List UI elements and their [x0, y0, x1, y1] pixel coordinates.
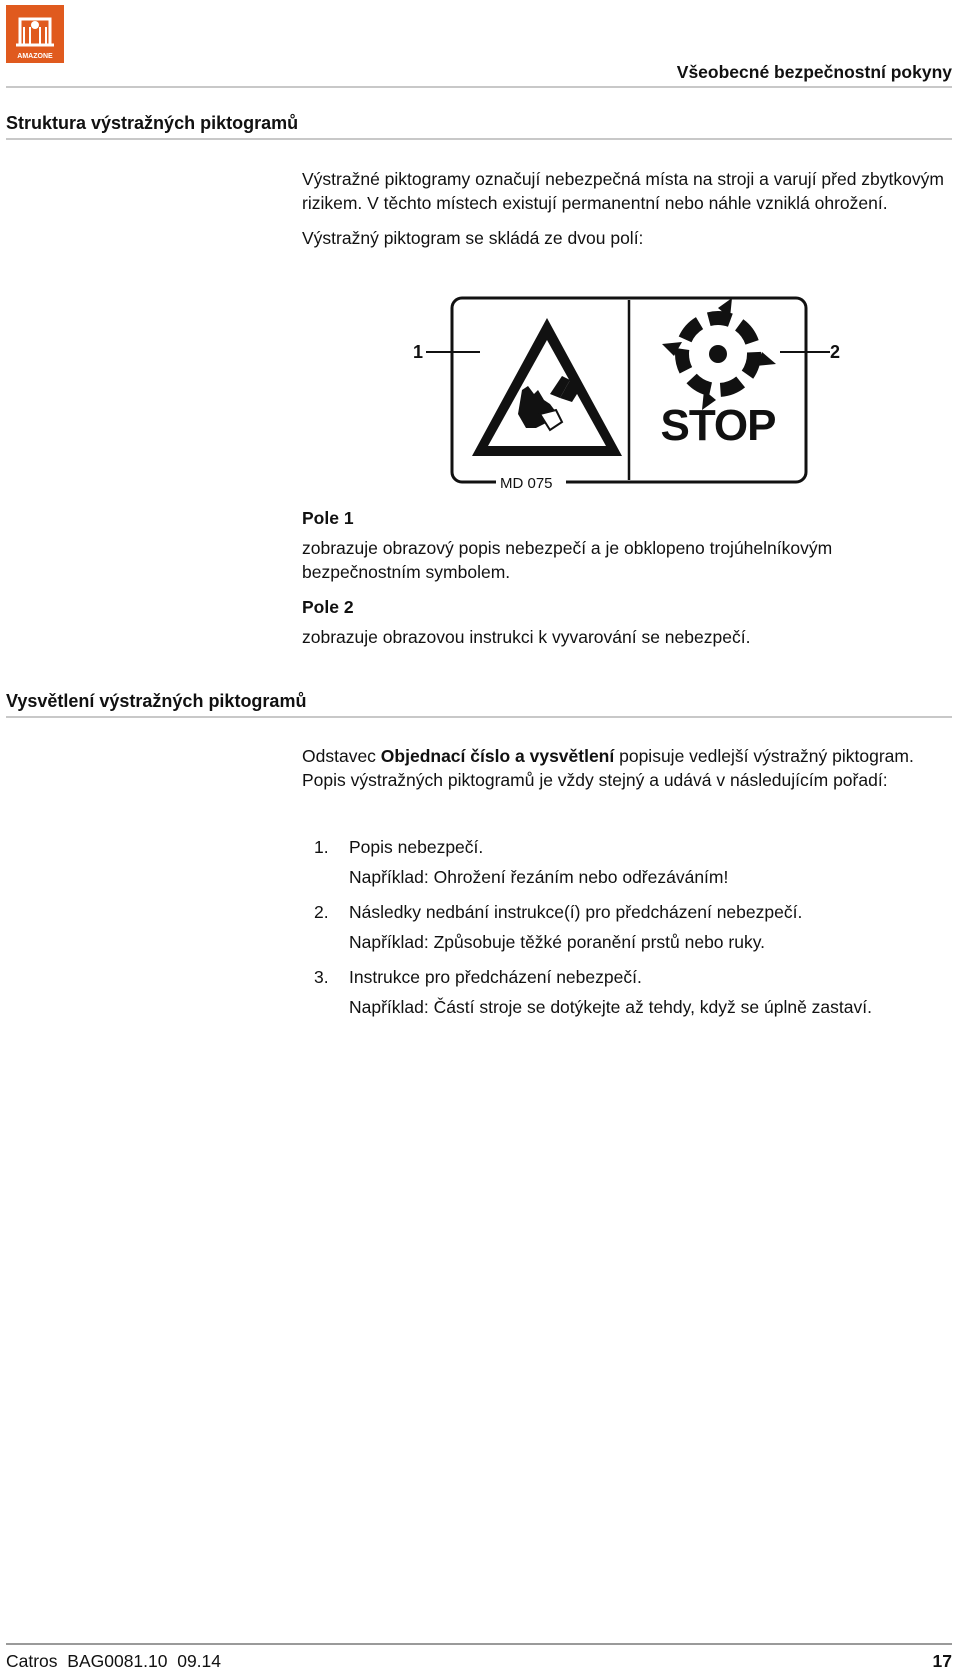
intro-prefix: Odstavec — [302, 746, 381, 766]
footer-divider — [6, 1643, 952, 1645]
list-number: 3. — [314, 967, 329, 987]
list-example: Například: Způsobuje těžké poranění prstů nebo ruky. — [349, 932, 766, 952]
header-title: Všeobecné bezpečnostní pokyny — [676, 62, 952, 82]
header-divider — [6, 86, 952, 88]
section-title-structure: Struktura výstražných piktogramů — [6, 113, 299, 133]
amazone-logo — [6, 5, 64, 63]
list-example: Například: Ohrožení řezáním nebo odřezáváním! — [349, 867, 729, 887]
callout-1: 1 — [413, 342, 424, 362]
list-number: 1. — [314, 837, 329, 857]
pictogram-code: MD 075 — [500, 475, 553, 492]
intro-bold: Objednací číslo a vysvětlení — [380, 746, 615, 766]
field-descriptions — [302, 506, 952, 649]
field1-label: Pole 1 — [302, 508, 354, 528]
section1-paragraph — [302, 167, 952, 250]
intro-suffix: popisuje vedlejší výstražný piktogram. Popis výstražných piktogramů je vždy stejný a udává v následujícím pořadí: — [302, 746, 914, 790]
list-example: Například: Částí stroje se dotýkejte až tehdy, když se úplně zastaví. — [349, 997, 872, 1017]
list-text: Následky nedbání instrukce(í) pro předcházení nebezpečí. — [349, 902, 803, 922]
callout-2: 2 — [830, 342, 840, 362]
section-divider — [6, 716, 952, 718]
field2-label: Pole 2 — [302, 597, 354, 617]
footer-document-id: Catros BAG0081.10 09.14 — [6, 1651, 221, 1671]
explanation-list — [302, 835, 952, 1019]
field2-text: zobrazuje obrazovou instrukci k vyvarování se nebezpečí. — [302, 627, 751, 647]
section-divider — [6, 138, 952, 140]
warning-pictogram-figure — [400, 294, 840, 494]
stop-text: STOP — [660, 401, 776, 450]
intro-paragraph — [302, 744, 952, 792]
page-number: 17 — [932, 1651, 952, 1671]
list-text: Popis nebezpečí. — [349, 837, 484, 857]
list-item — [302, 965, 909, 1019]
paragraph-1: Výstražné piktogramy označují nebezpečná místa na stroji a varují před zbytkovým rizikem. V těchto místech existují permanentní nebo náhle vzniklá ohrožení. — [302, 169, 944, 213]
section2-intro — [302, 744, 952, 792]
section-title-explanation: Vysvětlení výstražných piktogramů — [6, 691, 307, 711]
list-item — [302, 835, 952, 889]
field1-text: zobrazuje obrazový popis nebezpečí a je obklopeno trojúhelníkovým bezpečnostním symbolem. — [302, 538, 833, 582]
list-text: Instrukce pro předcházení nebezpečí. — [349, 967, 642, 987]
paragraph-2: Výstražný piktogram se skládá ze dvou polí: — [302, 228, 644, 248]
list-number: 2. — [314, 902, 329, 922]
list-item — [302, 900, 952, 954]
logo-text: AMAZONE — [17, 53, 53, 60]
